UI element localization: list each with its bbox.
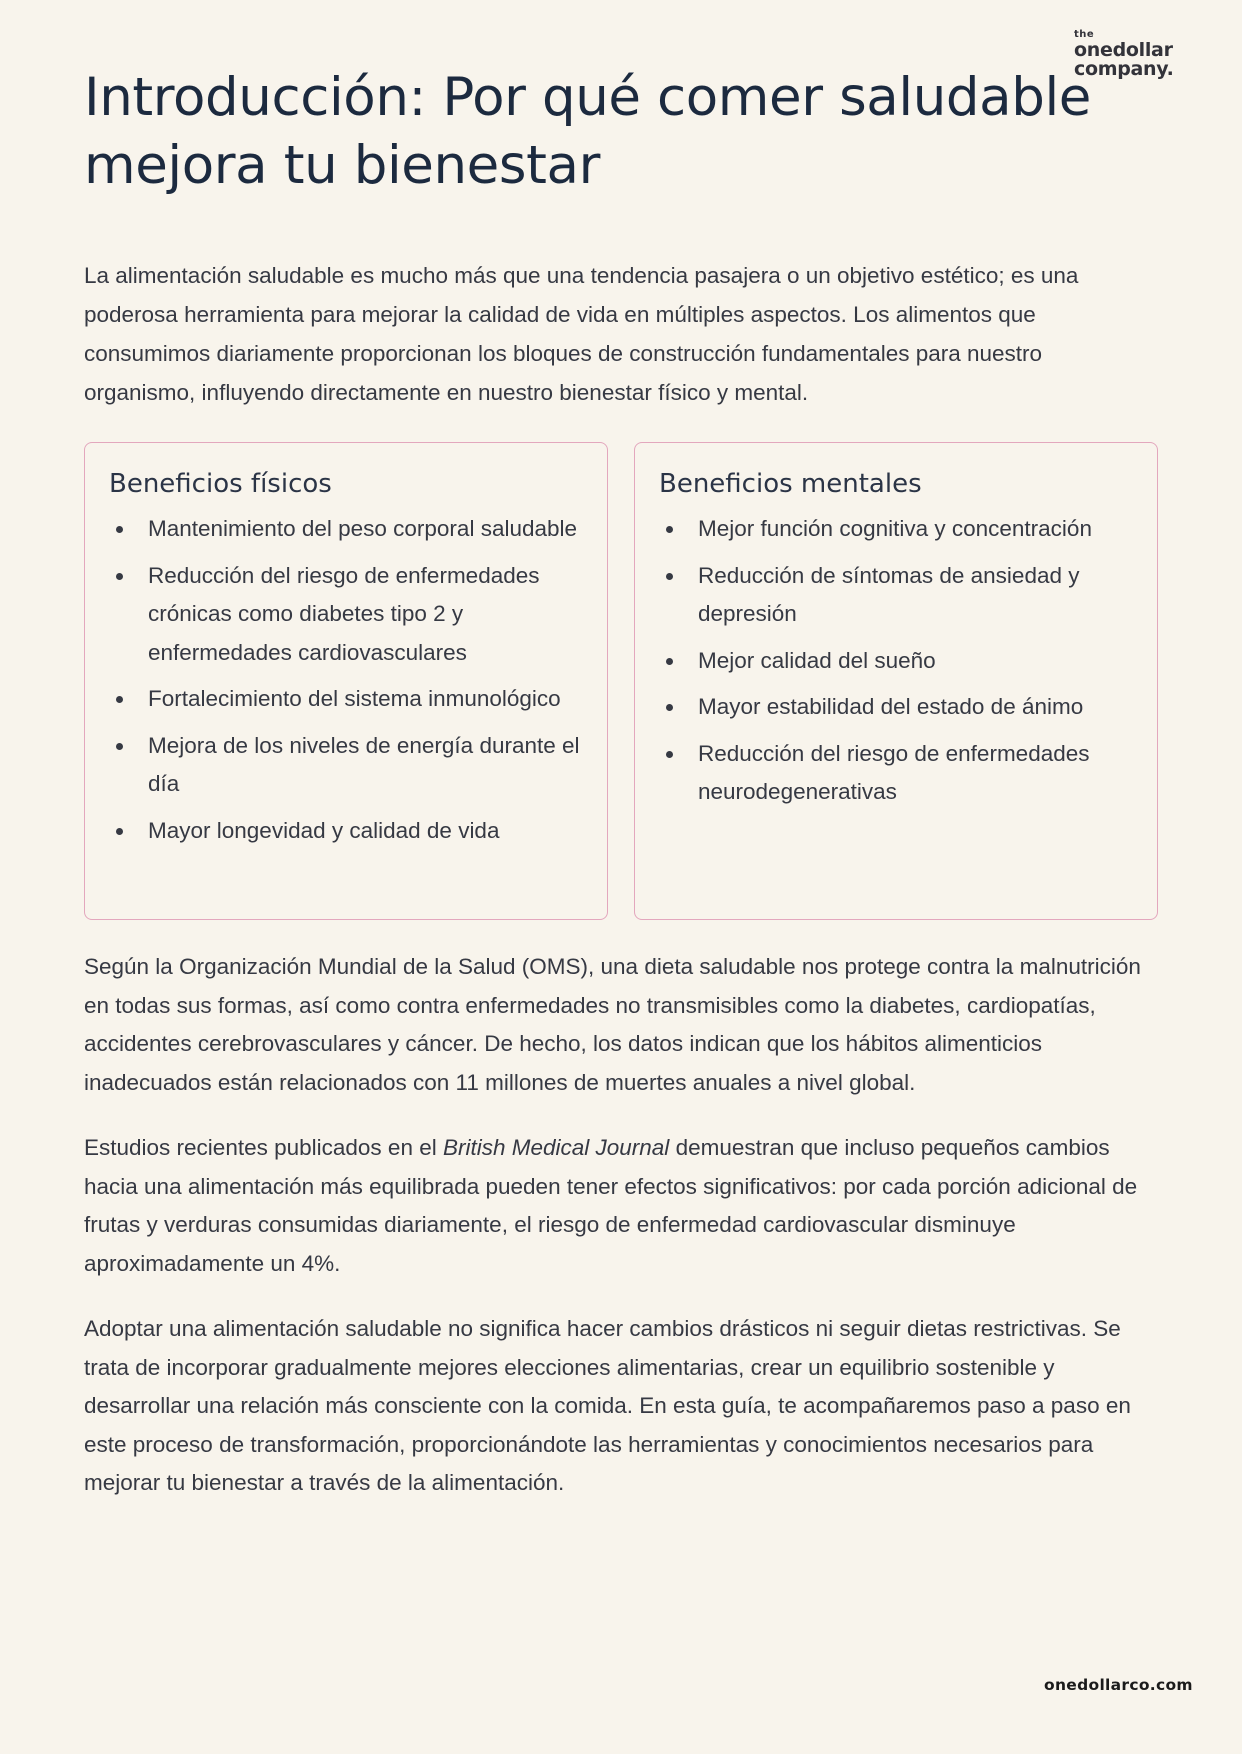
list-item: Reducción del riesgo de enfermedades crónicas como diabetes tipo 2 y enfermedades cardiovasculares	[109, 557, 585, 673]
list-item: Mejor función cognitiva y concentración	[659, 510, 1135, 549]
physical-benefits-title: Beneficios físicos	[109, 469, 332, 499]
bmj-text-after: demuestran que incluso pequeños cambios hacia una alimentación más equilibrada pueden tener efectos significativos: por cada porción adicional de frutas y verduras consumidas diariamente, el riesgo de enfermedad cardiovascular disminuye aproximadamente un 4%.	[84, 1135, 1138, 1276]
list-item: Mayor estabilidad del estado de ánimo	[659, 688, 1135, 727]
intro-paragraph: La alimentación saludable es mucho más que una tendencia pasajera o un objetivo estético; es una poderosa herramienta para mejorar la calidad de vida en múltiples aspectos. Los alimentos que consumimos diariamente proporcionan los bloques de construcción fundamentales para nuestro organismo, influyendo directamente en nuestro bienestar físico y mental.	[84, 263, 1079, 405]
physical-benefits-list	[109, 510, 585, 850]
page-content	[84, 64, 1158, 1503]
mental-benefits-title: Beneficios mentales	[659, 469, 922, 499]
list-item: Mayor longevidad y calidad de vida	[109, 812, 585, 851]
logo-line-1: onedollar	[1074, 39, 1173, 61]
list-item: Mantenimiento del peso corporal saludable	[109, 510, 585, 549]
page-title: Introducción: Por qué comer saludable mejora tu bienestar	[84, 67, 1091, 196]
physical-benefits-card	[84, 442, 608, 920]
mental-benefits-list	[659, 510, 1135, 812]
bmj-text-before: Estudios recientes publicados en el	[84, 1135, 443, 1160]
mental-benefits-card	[634, 442, 1158, 920]
footer-url: onedollarco.com	[1044, 1676, 1193, 1694]
closing-paragraph: Adoptar una alimentación saludable no significa hacer cambios drásticos ni seguir dietas restrictivas. Se trata de incorporar gradualmente mejores elecciones alimentarias, crear un equilibrio sostenible y desarrollar una relación más consciente con la comida. En esta guía, te acompañaremos paso a paso en este proceso de transformación, proporcionándote las herramientas y conocimientos necesarios para mejorar tu bienestar a través de la alimentación.	[84, 1316, 1131, 1495]
list-item: Fortalecimiento del sistema inmunológico	[109, 680, 585, 719]
list-item: Reducción de síntomas de ansiedad y depresión	[659, 557, 1135, 634]
list-item: Reducción del riesgo de enfermedades neurodegenerativas	[659, 735, 1135, 812]
logo-the: the	[1074, 29, 1095, 40]
benefits-cards	[84, 442, 1158, 920]
list-item: Mejora de los niveles de energía durante el día	[109, 727, 585, 804]
journal-name: British Medical Journal	[442, 1135, 670, 1160]
logo-line-2: company.	[1074, 58, 1174, 80]
list-item: Mejor calidad del sueño	[659, 642, 1135, 681]
bmj-paragraph	[84, 1129, 1158, 1283]
who-paragraph: Según la Organización Mundial de la Salud (OMS), una dieta saludable nos protege contra la malnutrición en todas sus formas, así como contra enfermedades no transmisibles como la diabetes, cardiopatías, accidentes cerebrovasculares y cáncer. De hecho, los datos indican que los hábitos alimenticios inadecuados están relacionados con 11 millones de muertes anuales a nivel global.	[84, 954, 1141, 1095]
